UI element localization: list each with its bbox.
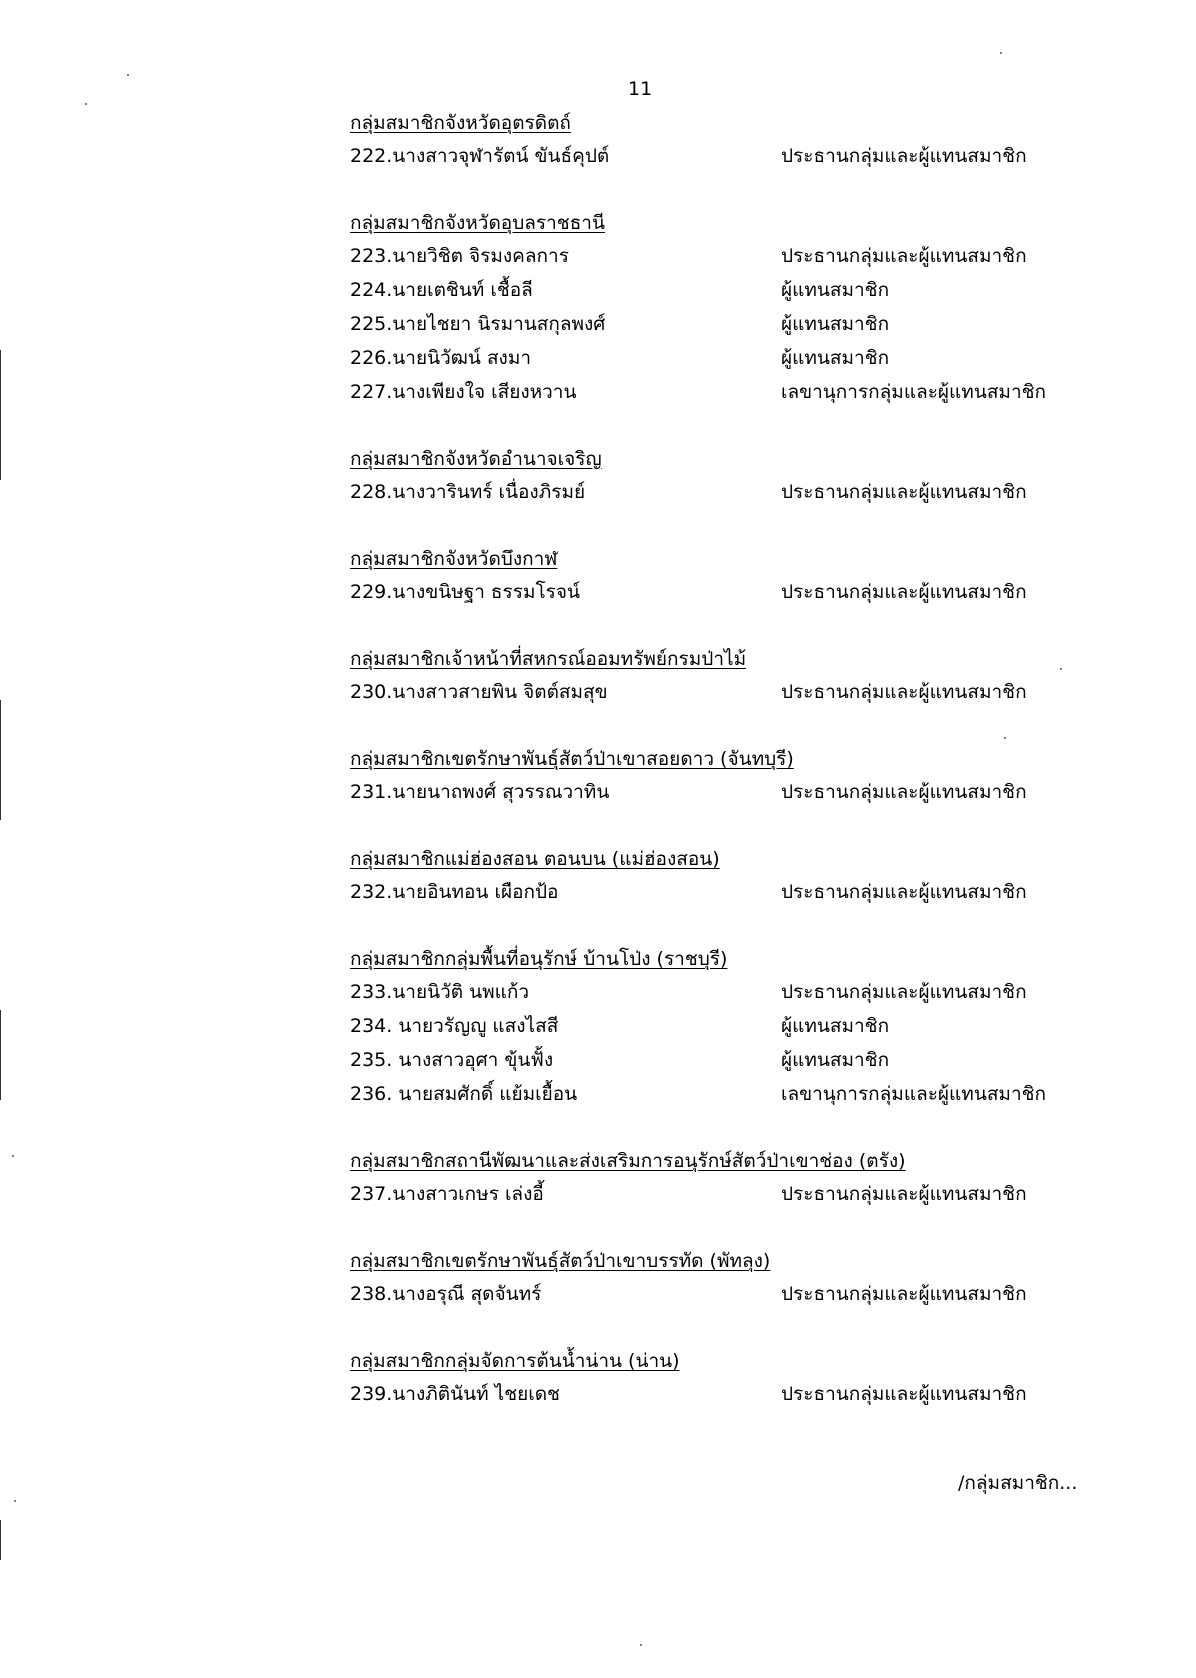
member-name: 237.นางสาวเกษร เล่งอี้ (350, 1183, 544, 1205)
group-title: กลุ่มสมาชิกเขตรักษาพันธุ์สัตว์ป่าเขาสอยดาว (จันทบุรี) (350, 748, 794, 770)
member-group (350, 943, 1050, 1112)
group-title: กลุ่มสมาชิกเขตรักษาพันธุ์สัตว์ป่าเขาบรรทัด (พัทลุง) (350, 1250, 771, 1272)
member-group (350, 207, 1050, 410)
member-name: 229.นางขนิษฐา ธรรมโรจน์ (350, 581, 580, 603)
scan-speck (12, 1155, 14, 1157)
member-row (350, 1044, 1050, 1078)
member-row (350, 1378, 1050, 1412)
member-row (350, 1010, 1050, 1044)
member-row (350, 476, 1050, 510)
group-title: กลุ่มสมาชิกจังหวัดอำนาจเจริญ (350, 448, 602, 470)
scan-speck (1060, 668, 1062, 670)
member-group (350, 543, 1050, 610)
scan-speck (640, 1644, 642, 1646)
scan-margin-line (0, 350, 1, 480)
scan-speck (1000, 52, 1002, 54)
group-title: กลุ่มสมาชิกจังหวัดบึงกาฬ (350, 548, 558, 570)
member-row (350, 274, 1050, 308)
member-name: 223.นายวิชิต จิรมงคลการ (350, 245, 569, 267)
member-role: เลขานุการกลุ่มและผู้แทนสมาชิก (781, 1083, 1047, 1105)
member-role: ประธานกลุ่มและผู้แทนสมาชิก (781, 245, 1027, 267)
scan-margin-line (0, 1010, 1, 1100)
member-role: ประธานกลุ่มและผู้แทนสมาชิก (781, 481, 1027, 503)
group-title: กลุ่มสมาชิกกลุ่มพื้นที่อนุรักษ์ บ้านโป่ง (ราชบุรี) (350, 948, 728, 970)
member-group (350, 743, 1050, 810)
member-name: 234. นายวรัญญู แสงไสสี (350, 1015, 559, 1037)
member-row (350, 1178, 1050, 1212)
scan-speck (14, 1500, 16, 1502)
member-role: ผู้แทนสมาชิก (781, 1049, 890, 1071)
member-name: 228.นางวารินทร์ เนื่องภิรมย์ (350, 481, 586, 503)
member-row (350, 976, 1050, 1010)
group-title: กลุ่มสมาชิกจังหวัดอุบลราชธานี (350, 212, 605, 234)
member-groups-list (350, 107, 1050, 1445)
member-name: 238.นางอรุณี สุดจันทร์ (350, 1283, 542, 1305)
member-name: 239.นางภิตินันท์ ไชยเดช (350, 1383, 560, 1405)
member-row (350, 576, 1050, 610)
member-role: ผู้แทนสมาชิก (781, 279, 890, 301)
member-row (350, 376, 1050, 410)
group-title: กลุ่มสมาชิกเจ้าหน้าที่สหกรณ์ออมทรัพย์กรมป่าไม้ (350, 648, 747, 670)
member-group (350, 443, 1050, 510)
member-role: ประธานกลุ่มและผู้แทนสมาชิก (781, 781, 1027, 803)
member-name: 227.นางเพียงใจ เสียงหวาน (350, 381, 577, 403)
member-row (350, 240, 1050, 274)
member-row (350, 876, 1050, 910)
member-group (350, 1345, 1050, 1412)
member-role: ประธานกลุ่มและผู้แทนสมาชิก (781, 1183, 1027, 1205)
member-role: ประธานกลุ่มและผู้แทนสมาชิก (781, 145, 1027, 167)
member-name: 225.นายไชยา นิรมานสกุลพงศ์ (350, 313, 606, 335)
scan-margin-line (0, 700, 1, 820)
member-role: ประธานกลุ่มและผู้แทนสมาชิก (781, 881, 1027, 903)
member-role: ประธานกลุ่มและผู้แทนสมาชิก (781, 981, 1027, 1003)
member-row (350, 1278, 1050, 1312)
member-name: 233.นายนิวัติ นพแก้ว (350, 981, 530, 1003)
member-role: ผู้แทนสมาชิก (781, 1015, 890, 1037)
group-title: กลุ่มสมาชิกสถานีพัฒนาและส่งเสริมการอนุรักษ์สัตว์ป่าเขาช่อง (ตรัง) (350, 1150, 906, 1172)
member-row (350, 308, 1050, 342)
member-name: 224.นายเตชินท์ เชื้อลี (350, 279, 533, 301)
member-role: ประธานกลุ่มและผู้แทนสมาชิก (781, 1383, 1027, 1405)
group-title: กลุ่มสมาชิกแม่ฮ่องสอน ตอนบน (แม่ฮ่องสอน) (350, 848, 720, 870)
member-name: 235. นางสาวอุศา ขุ้นฟั้ง (350, 1049, 554, 1071)
group-title: กลุ่มสมาชิกจังหวัดอุตรดิตถ์ (350, 112, 571, 134)
member-role: ประธานกลุ่มและผู้แทนสมาชิก (781, 581, 1027, 603)
member-name: 232.นายอินทอน เผือกป้อ (350, 881, 559, 903)
member-row (350, 140, 1050, 174)
member-role: เลขานุการกลุ่มและผู้แทนสมาชิก (781, 381, 1047, 403)
member-name: 230.นางสาวสายพิน จิตต์สมสุข (350, 681, 608, 703)
member-role: ผู้แทนสมาชิก (781, 347, 890, 369)
member-role: ผู้แทนสมาชิก (781, 313, 890, 335)
member-group (350, 107, 1050, 174)
member-row (350, 342, 1050, 376)
member-group (350, 1245, 1050, 1312)
group-title: กลุ่มสมาชิกกลุ่มจัดการต้นน้ำน่าน (น่าน) (350, 1350, 680, 1372)
member-row (350, 776, 1050, 810)
member-role: ประธานกลุ่มและผู้แทนสมาชิก (781, 1283, 1027, 1305)
member-name: 226.นายนิวัฒน์ สงมา (350, 347, 532, 369)
continuation-note: /กลุ่มสมาชิก... (958, 1472, 1078, 1494)
member-name: 231.นายนาถพงศ์ สุวรรณวาทิน (350, 781, 610, 803)
member-group (350, 643, 1050, 710)
member-role: ประธานกลุ่มและผู้แทนสมาชิก (781, 681, 1027, 703)
scan-speck (127, 74, 129, 76)
member-name: 236. นายสมศักดิ์ แย้มเยื้อน (350, 1083, 578, 1105)
scan-speck (85, 103, 87, 105)
member-row (350, 1078, 1050, 1112)
scan-margin-line (0, 1520, 1, 1560)
member-name: 222.นางสาวจุฬารัตน์ ขันธ์คุปต์ (350, 145, 610, 167)
member-row (350, 676, 1050, 710)
page-number: 11 (628, 78, 653, 100)
member-group (350, 1145, 1050, 1212)
member-group (350, 843, 1050, 910)
